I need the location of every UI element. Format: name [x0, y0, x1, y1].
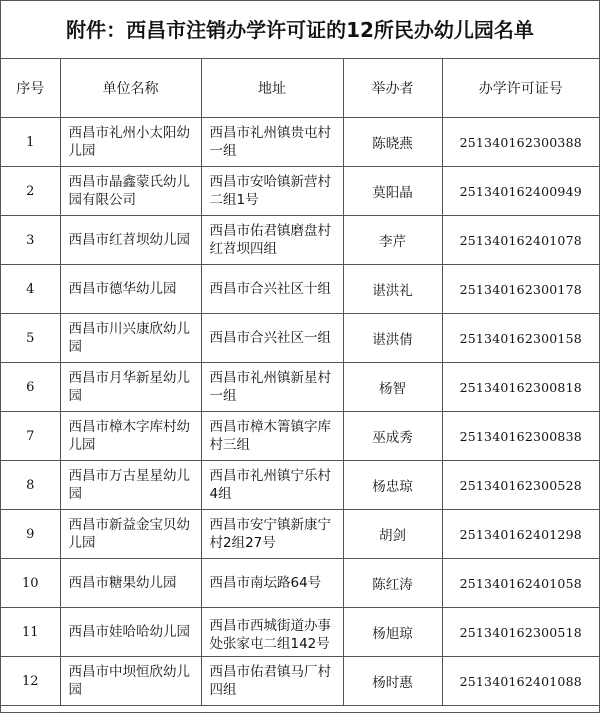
cell-seq: 5 — [1, 314, 60, 363]
table-row — [1, 363, 599, 412]
header-address: 地址 — [201, 59, 343, 118]
cell-name: 西昌市礼州小太阳幼儿园 — [60, 118, 201, 167]
cell-founder: 杨智 — [343, 363, 442, 412]
cell-seq: 9 — [1, 510, 60, 559]
cell-founder: 陈晓燕 — [343, 118, 442, 167]
cell-address: 西昌市礼州镇宁乐村4组 — [201, 461, 343, 510]
cell-founder: 胡剑 — [343, 510, 442, 559]
cell-license: 251340162401078 — [442, 216, 599, 265]
cell-license: 251340162300818 — [442, 363, 599, 412]
cell-founder: 李芹 — [343, 216, 442, 265]
cell-license: 251340162300518 — [442, 608, 599, 657]
cell-seq: 12 — [1, 657, 60, 706]
cell-founder: 杨忠琼 — [343, 461, 442, 510]
cell-seq: 3 — [1, 216, 60, 265]
cell-seq: 2 — [1, 167, 60, 216]
cell-founder: 杨旭琼 — [343, 608, 442, 657]
cell-license: 251340162401088 — [442, 657, 599, 706]
cell-name: 西昌市红苕坝幼儿园 — [60, 216, 201, 265]
table-header-row — [1, 59, 599, 118]
cell-address: 西昌市樟木箐镇字库村三组 — [201, 412, 343, 461]
cell-seq: 7 — [1, 412, 60, 461]
cell-address: 西昌市礼州镇贵屯村一组 — [201, 118, 343, 167]
cell-name: 西昌市川兴康欣幼儿园 — [60, 314, 201, 363]
cell-seq: 11 — [1, 608, 60, 657]
cell-address: 西昌市礼州镇新星村一组 — [201, 363, 343, 412]
table-row — [1, 167, 599, 216]
cell-license: 251340162401298 — [442, 510, 599, 559]
table-row — [1, 265, 599, 314]
cell-founder: 莫阳晶 — [343, 167, 442, 216]
cell-address: 西昌市南坛路64号 — [201, 559, 343, 608]
header-name: 单位名称 — [60, 59, 201, 118]
cell-license: 251340162300178 — [442, 265, 599, 314]
cell-license: 251340162300838 — [442, 412, 599, 461]
kindergarten-table — [1, 59, 599, 706]
cell-seq: 8 — [1, 461, 60, 510]
table-row — [1, 461, 599, 510]
cell-founder: 谌洪礼 — [343, 265, 442, 314]
cell-seq: 4 — [1, 265, 60, 314]
cell-name: 西昌市晶鑫蒙氏幼儿园有限公司 — [60, 167, 201, 216]
cell-address: 西昌市佑君镇磨盘村红苕坝四组 — [201, 216, 343, 265]
cell-founder: 谌洪倩 — [343, 314, 442, 363]
cell-seq: 10 — [1, 559, 60, 608]
cell-address: 西昌市佑君镇马厂村四组 — [201, 657, 343, 706]
cell-license: 251340162300528 — [442, 461, 599, 510]
cell-address: 西昌市安宁镇新康宁村2组27号 — [201, 510, 343, 559]
header-license: 办学许可证号 — [442, 59, 599, 118]
header-founder: 举办者 — [343, 59, 442, 118]
cell-address: 西昌市合兴社区十组 — [201, 265, 343, 314]
cell-name: 西昌市糖果幼儿园 — [60, 559, 201, 608]
cell-license: 251340162401058 — [442, 559, 599, 608]
table-row — [1, 608, 599, 657]
table-row — [1, 559, 599, 608]
document-title: 附件：西昌市注销办学许可证的12所民办幼儿园名单 — [1, 1, 599, 59]
cell-name: 西昌市中坝恒欣幼儿园 — [60, 657, 201, 706]
table-row — [1, 216, 599, 265]
cell-name: 西昌市娃哈哈幼儿园 — [60, 608, 201, 657]
cell-founder: 陈红涛 — [343, 559, 442, 608]
cell-name: 西昌市新益金宝贝幼儿园 — [60, 510, 201, 559]
cell-license: 251340162300158 — [442, 314, 599, 363]
cell-license: 251340162300388 — [442, 118, 599, 167]
cell-address — [201, 608, 343, 657]
cell-founder: 杨时惠 — [343, 657, 442, 706]
cell-name: 西昌市德华幼儿园 — [60, 265, 201, 314]
cell-address: 西昌市合兴社区一组 — [201, 314, 343, 363]
cell-seq: 1 — [1, 118, 60, 167]
table-row — [1, 657, 599, 706]
cell-license: 251340162400949 — [442, 167, 599, 216]
cell-name: 西昌市万古星星幼儿园 — [60, 461, 201, 510]
table-row — [1, 118, 599, 167]
cell-address-text: 西昌市西城街道办事处张家屯二组142号 — [209, 618, 331, 652]
table-row — [1, 510, 599, 559]
table-row — [1, 314, 599, 363]
cell-founder: 巫成秀 — [343, 412, 442, 461]
cell-name: 西昌市月华新星幼儿园 — [60, 363, 201, 412]
table-row — [1, 412, 599, 461]
cell-seq: 6 — [1, 363, 60, 412]
cell-address: 西昌市安哈镇新营村二组1号 — [201, 167, 343, 216]
header-seq: 序号 — [1, 59, 60, 118]
cell-name: 西昌市樟木字库村幼儿园 — [60, 412, 201, 461]
